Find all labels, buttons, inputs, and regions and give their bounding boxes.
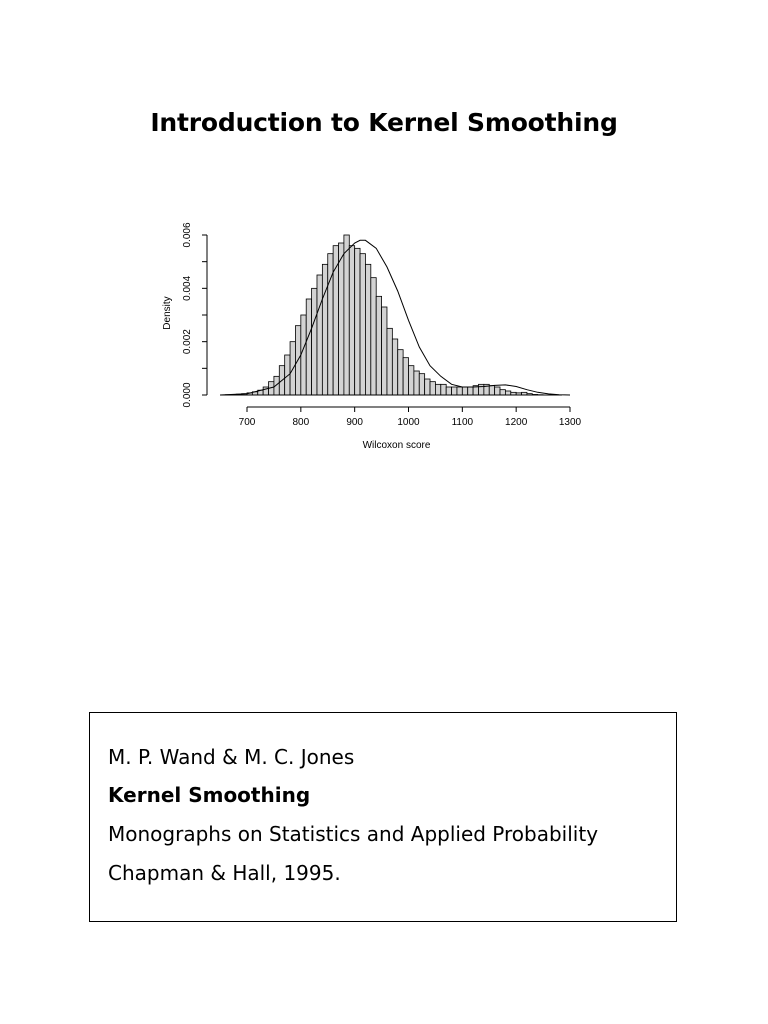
histogram-chart bbox=[150, 205, 600, 455]
histogram-bar bbox=[430, 382, 435, 395]
histogram-bar bbox=[489, 386, 494, 395]
x-tick-label: 1000 bbox=[397, 417, 420, 428]
y-tick-label: 0.004 bbox=[182, 275, 193, 301]
histogram-bar bbox=[414, 371, 419, 395]
y-tick-label: 0.006 bbox=[182, 222, 193, 248]
page-title: Introduction to Kernel Smoothing bbox=[150, 108, 618, 137]
x-tick-label: 1200 bbox=[505, 417, 528, 428]
histogram-bar bbox=[365, 264, 370, 395]
histogram-bar bbox=[306, 299, 311, 395]
histogram-bar bbox=[398, 350, 403, 395]
x-tick-label: 800 bbox=[292, 417, 310, 428]
reference-publisher: Chapman & Hall, 1995. bbox=[108, 861, 341, 885]
histogram-bar bbox=[495, 387, 500, 395]
x-tick-label: 1300 bbox=[558, 417, 582, 428]
histogram-bar bbox=[409, 366, 414, 395]
histogram-bar bbox=[376, 296, 381, 395]
histogram-bar bbox=[425, 379, 430, 395]
x-tick-label: 900 bbox=[346, 417, 364, 428]
histogram-bar bbox=[446, 387, 451, 395]
histogram-bar bbox=[478, 384, 483, 395]
reference-series: Monographs on Statistics and Applied Probability bbox=[108, 822, 599, 846]
histogram-bar bbox=[339, 243, 344, 395]
reference-authors: M. P. Wand & M. C. Jones bbox=[108, 745, 355, 769]
histogram-bar bbox=[500, 390, 505, 395]
histogram-bar bbox=[371, 278, 376, 395]
reference-box bbox=[89, 712, 677, 922]
x-tick-label: 1100 bbox=[451, 417, 474, 428]
histogram-bar bbox=[382, 307, 387, 395]
x-axis bbox=[239, 407, 582, 428]
histogram-bar bbox=[403, 358, 408, 395]
y-axis-label: Density bbox=[162, 296, 173, 330]
histogram-bar bbox=[274, 376, 279, 395]
histogram-bar bbox=[419, 374, 424, 395]
histogram-bar bbox=[462, 387, 467, 395]
x-axis-label: Wilcoxon score bbox=[362, 440, 431, 451]
histogram-bar bbox=[392, 339, 397, 395]
histogram-bar bbox=[322, 264, 327, 395]
histogram-bar bbox=[457, 387, 462, 395]
histogram-bar bbox=[301, 315, 306, 395]
histogram-bar bbox=[452, 387, 457, 395]
histogram-bar bbox=[505, 391, 510, 395]
histogram-bar bbox=[317, 275, 322, 395]
histogram-bar bbox=[435, 384, 440, 395]
histogram-bar bbox=[468, 387, 473, 395]
reference-book-title: Kernel Smoothing bbox=[108, 783, 311, 807]
y-tick-label: 0.000 bbox=[182, 382, 193, 408]
histogram-bar bbox=[441, 384, 446, 395]
histogram-bar bbox=[360, 254, 365, 395]
y-tick-label: 0.002 bbox=[182, 329, 193, 355]
histogram-bar bbox=[355, 248, 360, 395]
x-tick-label: 700 bbox=[238, 417, 256, 428]
histogram-bar bbox=[312, 288, 317, 395]
histogram-bar bbox=[344, 235, 349, 395]
y-axis bbox=[182, 222, 207, 407]
histogram-bar bbox=[349, 246, 354, 395]
histogram-bars bbox=[225, 235, 543, 395]
histogram-bar bbox=[387, 328, 392, 395]
